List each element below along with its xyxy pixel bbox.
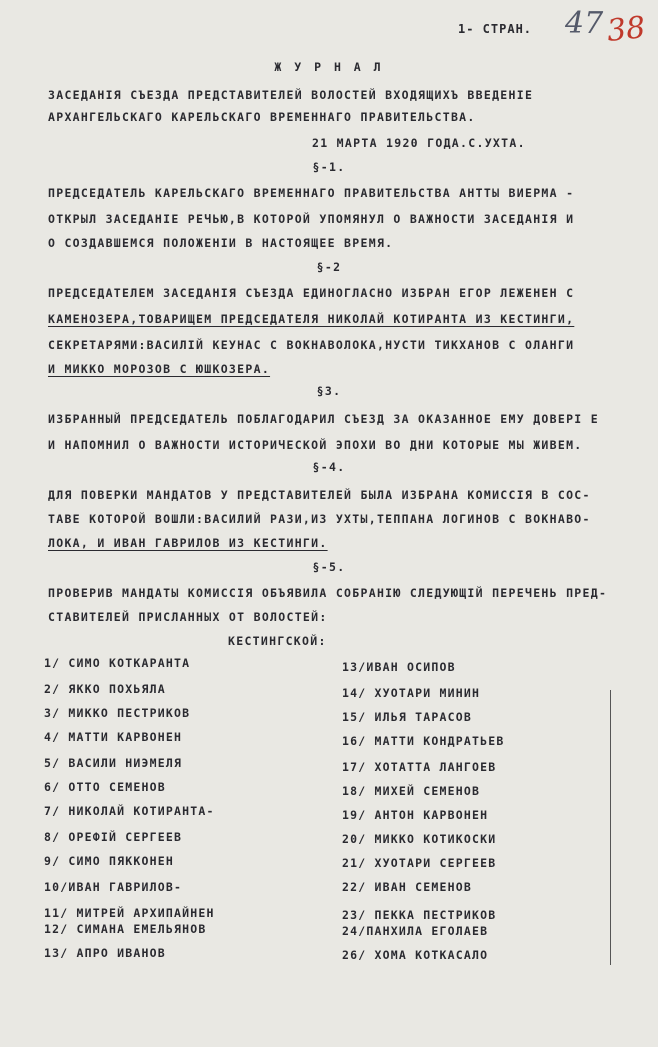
- delegate-left-item: 1/ СИМО КОТКАРАНТА: [44, 656, 191, 670]
- page-label: 1- СТРАН.: [458, 22, 533, 36]
- handwritten-archive-number: 47: [565, 6, 604, 41]
- delegate-right-item: 21/ ХУОТАРИ СЕРГЕЕВ: [342, 856, 497, 870]
- delegate-right-item: 16/ МАТТИ КОНДРАТЬЕВ: [342, 734, 505, 748]
- delegate-right-item: 20/ МИККО КОТИКОСКИ: [342, 832, 497, 846]
- delegate-right-item: 15/ ИЛЬЯ ТАРАСОВ: [342, 710, 472, 724]
- delegate-left-item: 7/ НИКОЛАЙ КОТИРАНТА-: [44, 804, 215, 818]
- section-4-line-1: ДЛЯ ПОВЕРКИ МАНДАТОВ У ПРЕДСТАВИТЕЛЕЙ БЫЛА ИЗБРАНА КОМИССІЯ В СОС-: [48, 488, 591, 502]
- section-1-heading: §-1.: [312, 160, 346, 174]
- section-2-line-2: КАМЕНОЗЕРА,ТОВАРИЩЕМ ПРЕДСЕДАТЕЛЯ НИКОЛАЙ КОТИРАНТА ИЗ КЕСТИНГИ,: [48, 312, 575, 326]
- delegate-left-item: 8/ ОРЕФІЙ СЕРГЕЕВ: [44, 830, 183, 844]
- margin-rule: [610, 690, 611, 965]
- section-2-line-4: И МИККО МОРОЗОВ С ЮШКОЗЕРА.: [48, 362, 271, 376]
- section-2-line-1: ПРЕДСЕДАТЕЛЕМ ЗАСЕДАНІЯ СЪЕЗДА ЕДИНОГЛАСНО ИЗБРАН ЕГОР ЛЕЖЕНЕН С: [48, 286, 575, 300]
- section-5-heading: §-5.: [312, 560, 346, 574]
- delegate-right-item: 19/ АНТОН КАРВОНЕН: [342, 808, 489, 822]
- delegate-right-item: 23/ ПЕККА ПЕСТРИКОВ: [342, 908, 497, 922]
- delegate-right-item: 13/ИВАН ОСИПОВ: [342, 660, 456, 674]
- section-4-line-2: ТАВЕ КОТОРОЙ ВОШЛИ:ВАСИЛИЙ РАЗИ,ИЗ УХТЫ,ТЕППАНА ЛОГИНОВ С ВОКНАВО-: [48, 512, 591, 526]
- section-1-line-3: О СОЗДАВШЕМСЯ ПОЛОЖЕНІИ В НАСТОЯЩЕЕ ВРЕМЯ.: [48, 236, 394, 250]
- delegate-left-item: 11/ МИТРЕЙ АРХИПАЙНЕН: [44, 906, 215, 920]
- title-line-1: ЗАСЕДАНІЯ СЪЕЗДА ПРЕДСТАВИТЕЛЕЙ ВОЛОСТЕЙ ВХОДЯЩИХЪ ВВЕДЕНІЕ: [48, 88, 534, 102]
- delegate-right-item: 26/ ХОМА КОТКАСАЛО: [342, 948, 489, 962]
- delegate-left-item: 2/ ЯККО ПОХЬЯЛА: [44, 682, 166, 696]
- delegate-right-item: 17/ ХОТАТТА ЛАНГОЕВ: [342, 760, 497, 774]
- volost-heading: КЕСТИНГСКОЙ:: [228, 634, 327, 648]
- delegate-right-item: 24/ПАНХИЛА ЕГОЛАЕВ: [342, 924, 489, 938]
- section-2-heading: §-2: [316, 260, 342, 274]
- delegate-left-item: 6/ ОТТО СЕМЕНОВ: [44, 780, 166, 794]
- delegate-left-item: 4/ МАТТИ КАРВОНЕН: [44, 730, 183, 744]
- delegate-right-item: 14/ ХУОТАРИ МИНИН: [342, 686, 481, 700]
- delegate-left-item: 12/ СИМАНА ЕМЕЛЬЯНОВ: [44, 922, 207, 936]
- section-3-heading: §3.: [316, 384, 342, 398]
- delegate-left-item: 5/ ВАСИЛИ НИЭМЕЛЯ: [44, 756, 183, 770]
- section-1-line-2: ОТКРЫЛ ЗАСЕДАНІЕ РЕЧЬЮ,В КОТОРОЙ УПОМЯНУЛ О ВАЖНОСТИ ЗАСЕДАНІЯ И: [48, 212, 575, 226]
- delegate-left-item: 13/ АПРО ИВАНОВ: [44, 946, 166, 960]
- section-3-line-2: И НАПОМНИЛ О ВАЖНОСТИ ИСТОРИЧЕСКОЙ ЭПОХИ ВО ДНИ КОТОРЫЕ МЫ ЖИВЕМ.: [48, 438, 583, 452]
- section-4-heading: §-4.: [312, 460, 346, 474]
- journal-title: Ж У Р Н А Л: [274, 60, 384, 74]
- handwritten-page-number: 38: [605, 10, 647, 49]
- delegate-left-item: 10/ИВАН ГАВРИЛОВ-: [44, 880, 183, 894]
- title-line-2: АРХАНГЕЛЬСКАГО КАРЕЛЬСКАГО ВРЕМЕННАГО ПРАВИТЕЛЬСТВА.: [48, 110, 476, 124]
- section-5-line-2: СТАВИТЕЛЕЙ ПРИСЛАННЫХ ОТ ВОЛОСТЕЙ:: [48, 610, 328, 624]
- delegate-right-item: 22/ ИВАН СЕМЕНОВ: [342, 880, 472, 894]
- section-1-line-1: ПРЕДСЕДАТЕЛЬ КАРЕЛЬСКАГО ВРЕМЕННАГО ПРАВИТЕЛЬСТВА АНТТЫ ВИЕРМА -: [48, 186, 575, 200]
- section-4-line-3: ЛОКА, И ИВАН ГАВРИЛОВ ИЗ КЕСТИНГИ.: [48, 536, 328, 550]
- section-3-line-1: ИЗБРАННЫЙ ПРЕДСЕДАТЕЛЬ ПОБЛАГОДАРИЛ СЪЕЗД ЗА ОКАЗАННОЕ ЕМУ ДОВЕРІ Е: [48, 412, 599, 426]
- delegate-left-item: 9/ СИМО ПЯККОНЕН: [44, 854, 174, 868]
- section-2-line-3: СЕКРЕТАРЯМИ:ВАСИЛІЙ КЕУНАС С ВОКНАВОЛОКА,НУСТИ ТИКХАНОВ С ОЛАНГИ: [48, 338, 575, 352]
- section-5-line-1: ПРОВЕРИВ МАНДАТЫ КОМИССІЯ ОБЪЯВИЛА СОБРАНІЮ СЛЕДУЮЩІЙ ПЕРЕЧЕНЬ ПРЕД-: [48, 586, 608, 600]
- delegate-left-item: 3/ МИККО ПЕСТРИКОВ: [44, 706, 191, 720]
- title-date: 21 МАРТА 1920 ГОДА.С.УХТА.: [312, 136, 526, 150]
- delegate-right-item: 18/ МИХЕЙ СЕМЕНОВ: [342, 784, 481, 798]
